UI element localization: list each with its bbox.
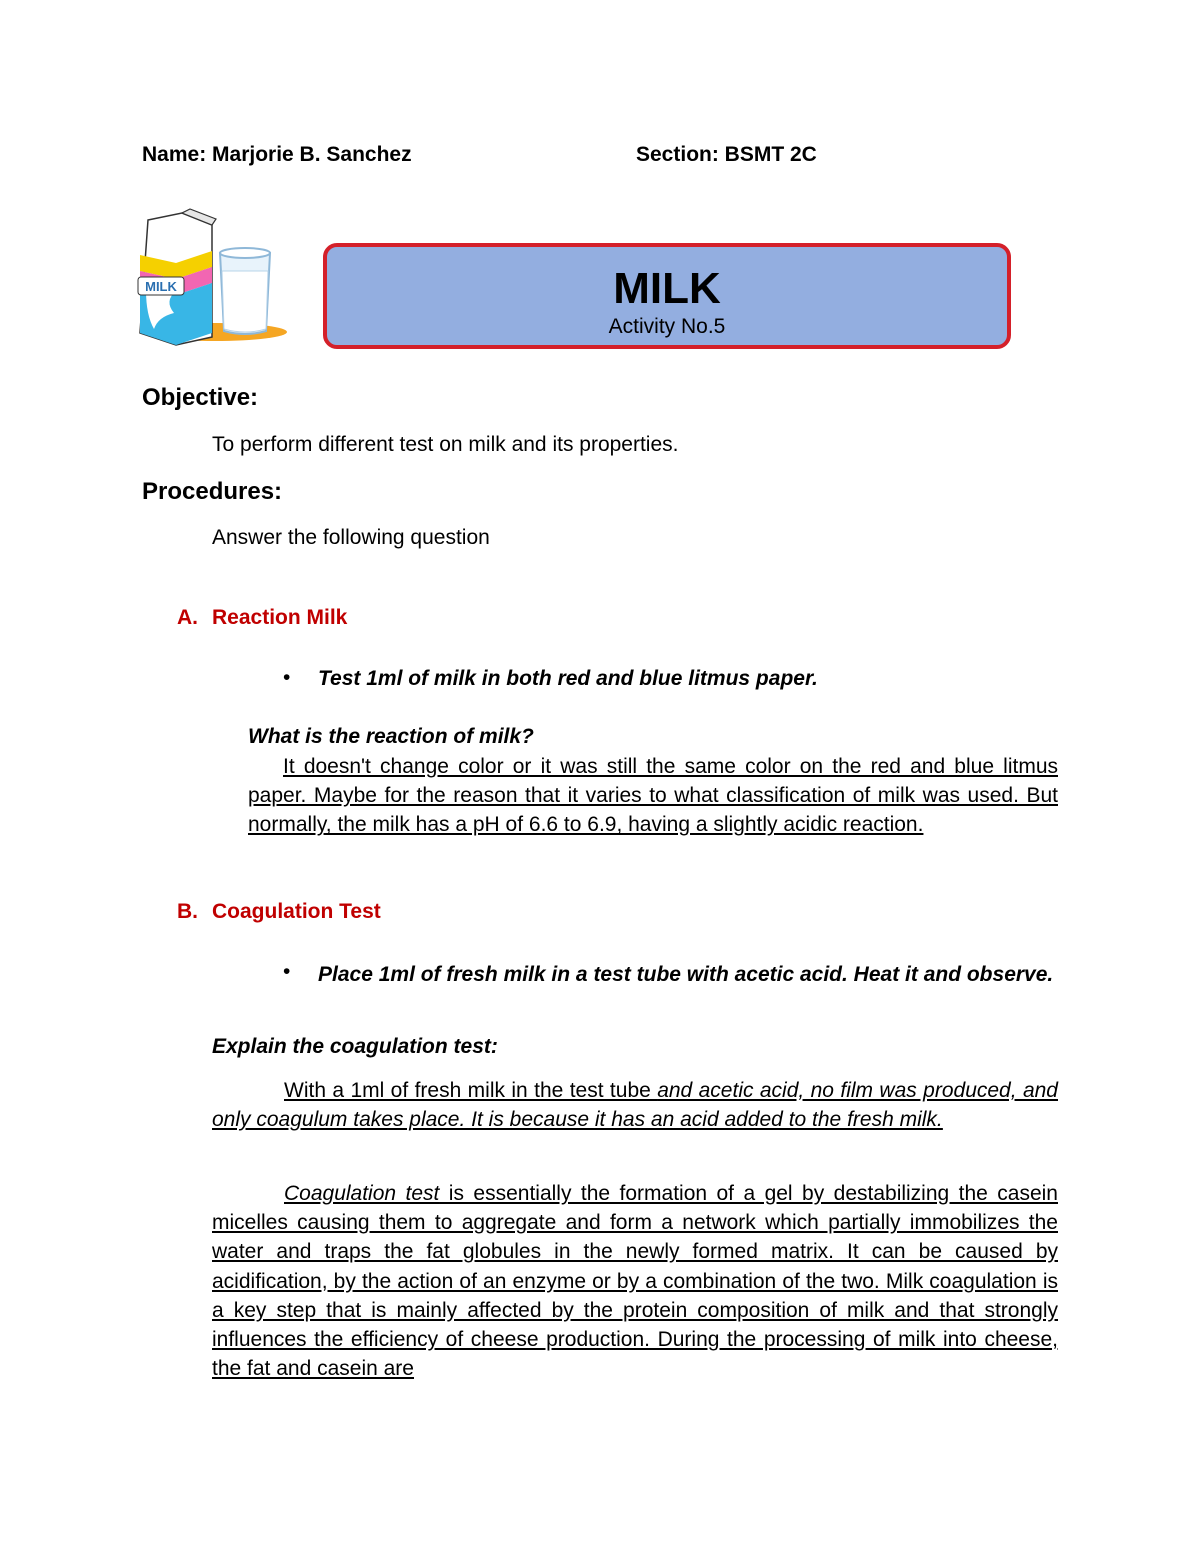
- section-a-letter: A.: [177, 606, 198, 629]
- procedures-text: Answer the following question: [212, 526, 490, 549]
- answer-1-italic: and acetic acid, no film was produced, and only coagulum takes place. It is because it has an acid added to the fresh milk.: [212, 1079, 1058, 1132]
- milk-glass-icon: [220, 248, 270, 334]
- section-b-title: Coagulation Test: [212, 900, 381, 923]
- activity-title: MILK: [613, 264, 721, 313]
- student-name: Name: Marjorie B. Sanchez: [142, 143, 412, 166]
- answer-2-plain: is essentially the formation of a gel by destabilizing the casein micelles causing them to aggregate and form a network which partially immobilizes the water and traps the fat globules in the newly formed matrix. It can be caused by acidification, by the action of an enzyme or by a combination of the two. Milk coagulation is a key step that is mainly affected by the protein composition of milk and that strongly influences the efficiency of cheese production. During the processing of milk into cheese, the fat and casein are: [212, 1182, 1058, 1381]
- bullet-dot-icon: •: [283, 666, 291, 689]
- section-a-question: What is the reaction of milk?: [248, 725, 534, 748]
- section-b-letter: B.: [177, 900, 198, 923]
- section-b-question: Explain the coagulation test:: [212, 1035, 498, 1058]
- section-b-bullet: Place 1ml of fresh milk in a test tube with acetic acid. Heat it and observe.: [318, 963, 1054, 986]
- bullet-dot-icon: •: [283, 960, 291, 983]
- objective-text: To perform different test on milk and its properties.: [212, 433, 679, 456]
- objective-heading: Objective:: [142, 384, 259, 411]
- title-box: [323, 243, 1011, 349]
- answer-1-plain: With a 1ml of fresh milk in the test tube: [284, 1079, 658, 1102]
- answer-2-italic: Coagulation test: [284, 1182, 440, 1205]
- section-b-answer-2: [212, 1179, 1058, 1383]
- section-b-answer-1: [212, 1076, 1058, 1134]
- svg-text:MILK: MILK: [145, 279, 177, 294]
- section-a-answer: It doesn't change color or it was still the same color on the red and blue litmus paper. Maybe for the reason that it varies to what classification of milk was used. But normally, the milk has a pH of 6.6 to 6.9, having a slightly acidic reaction.: [248, 755, 1058, 837]
- section-a-title: Reaction Milk: [212, 606, 348, 629]
- student-section: Section: BSMT 2C: [636, 143, 817, 166]
- milk-illustration: [120, 205, 288, 350]
- section-a-bullet: Test 1ml of milk in both red and blue litmus paper.: [318, 667, 818, 690]
- procedures-heading: Procedures:: [142, 478, 283, 505]
- activity-number: Activity No.5: [608, 315, 726, 338]
